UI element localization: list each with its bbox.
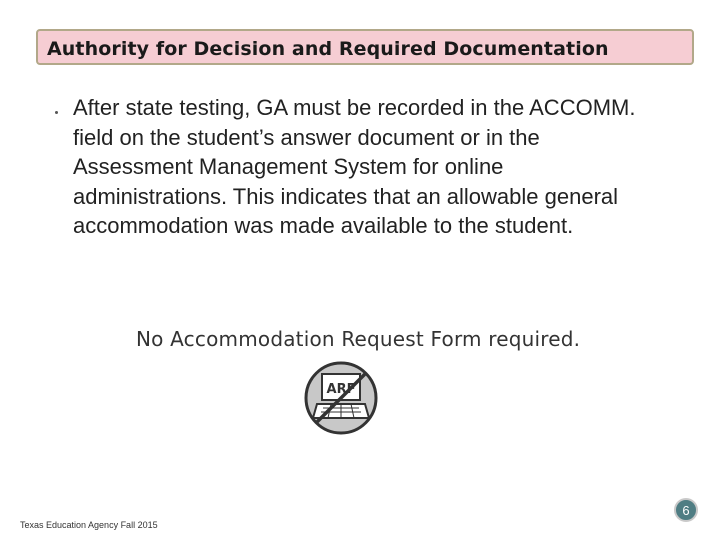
body-line: After state testing, GA must be recorded in the ACCOMM. [73,95,636,120]
slide-title: Authority for Decision and Required Documentation [47,38,609,60]
bullet-marker [55,111,58,114]
no-arf-computer-icon [303,360,379,436]
body-line: administrations. This indicates that an allowable general [73,183,619,209]
title-banner [36,29,694,65]
footer-credit: Texas Education Agency Fall 2015 [20,520,158,530]
arf-label: ARF [326,382,356,397]
body-paragraph [73,93,713,241]
body-line: Assessment Management System for online [73,154,504,179]
form-not-required-note: No Accommodation Request Form required. [136,327,581,351]
body-line: accommodation was made available to the student. [73,213,574,238]
page-number-badge: 6 [674,498,698,522]
body-line: field on the student’s answer document or in the [73,124,540,150]
